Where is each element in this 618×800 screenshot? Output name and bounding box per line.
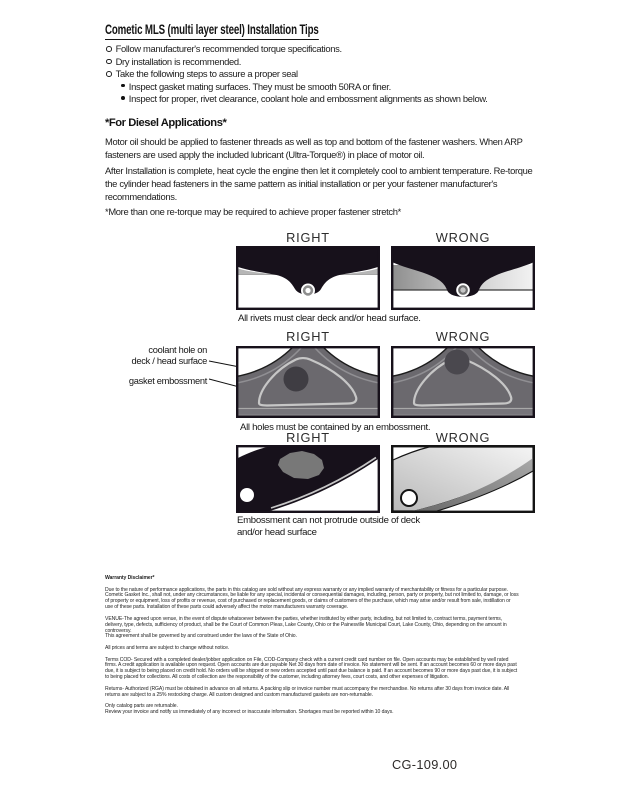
embossment-caption: Embossment can not protrude outside of deck and/or head surface [237, 515, 420, 538]
warranty-paragraph: Returns- Authorized (RGA) must be obtained in advance on all returns. A packing slip or invoice number must accompany the merchandise. No returns after 30 days from invoice date. All returns are subject to a 25% restocking charge. All custom designed and custom manufactured gaskets are non-returnable. [105, 685, 510, 698]
tip-bullet-text: Take the following steps to assure a proper seal [115, 68, 298, 79]
page-title: Cometic MLS (multi layer steel) Installation Tips [105, 22, 319, 40]
open-bullet-icon [106, 71, 112, 77]
retorque-note: *More than one re-torque may be required to achieve proper fastener stretch* [105, 206, 401, 217]
tip-bullet [106, 56, 488, 69]
warranty-paragraph: Only catalog parts are returnable. [105, 703, 178, 710]
tip-bullet-text: Dry installation is recommended. [115, 55, 242, 67]
coolant-hole-right-diagram [236, 346, 380, 418]
figure-rivets-wrong [391, 246, 535, 310]
open-bullet-icon [106, 46, 112, 52]
rivet-clearance-right-diagram [236, 246, 380, 310]
embossment-wrong-diagram [391, 445, 535, 513]
right-label: RIGHT [286, 430, 330, 445]
tip-sub-bullet-text: Inspect gasket mating surfaces. They must be smooth 50RA or finer. [128, 80, 391, 92]
tip-bullet [106, 68, 488, 81]
warranty-paragraph: VENUE-The agreed upon venue, in the event of dispute whatsoever between the parties, whether instituted by either party, including, but not limited to, contract terms, payment terms, delivery, type, defects, sufficiency of product, shall be the Court of Common Pleas, Lake County, Ohio or the Painesville Municipal Court, Lake County, Ohio, depending on the amount in controversy. [105, 615, 507, 634]
warranty-paragraph: Due to the nature of performance applications, the parts in this catalog are sold without any express warranty or any implied warranty of merchantability or fitness for a particular purpose. Cometic Gasket Inc., shall not, under any circumstances, be liable for any special, incidental or consequential damages, including, person, party or property, but not limited to, damage, or loss of property or equipment, loss of profits or revenue, cost of purchased or replacement goods, or claims of customers of the purchase, which may arise and/or result from sale, instillation or use of these parts. Installation of these parts could adversely affect the motor manufacturers warranty coverage. [105, 586, 519, 611]
tip-sub-bullet-text: Inspect for proper, rivet clearance, coolant hole and embossment alignments as shown below. [128, 93, 488, 104]
coolant-hole-wrong-diagram [391, 346, 535, 418]
gasket-embossment-annotation: gasket embossment [128, 376, 207, 386]
wrong-label: WRONG [435, 329, 491, 344]
diesel-paragraph: Motor oil should be applied to fastener threads as well as top and bottom of the fastener washers. When ARP fasteners are used apply the included lubricant (Ultra-Torque®) in place of motor oil. [105, 136, 523, 161]
wrong-label: WRONG [435, 230, 491, 245]
holes-caption: All holes must be contained by an embossment. [240, 422, 431, 433]
embossment-right-diagram [236, 445, 380, 513]
warranty-paragraph: All prices and terms are subject to change without notice. [105, 644, 230, 651]
open-bullet-icon [106, 59, 112, 65]
warranty-paragraph: Review your invoice and notify us immediately of any incorrect or inaccurate information. Shortages must be reported within 10 days. [105, 709, 394, 716]
figure-holes-right [236, 346, 380, 418]
warranty-paragraph: Terms COD- Secured with a completed dealer/jobber application on File, COD-Company check with a current credit card number on file. Open accounts may be established by well rated firms. A credit application is available upon request. Open accounts are due payable Net 30 days from date of invoice. No statement will be sent. If an account becomes 60 or more days past due, it is subject to being placed on credit hold. No orders will be shipped or new orders accepted until past due balance is paid. If an account becomes 90 or more days past due, it is subject to being placed for collections. All costs of collection are the responsibility of the customer, including attorney fees, court costs, and other expenses of litigation. [105, 656, 518, 681]
warranty-block [105, 576, 519, 722]
filled-bullet-icon [121, 96, 125, 100]
tip-sub-bullet [121, 81, 488, 94]
warranty-heading: Warranty Disclaimer* [105, 575, 155, 581]
wrong-label: WRONG [435, 430, 491, 445]
figure-rivets-right [236, 246, 380, 310]
tips-list [106, 43, 488, 106]
filled-bullet-icon [121, 84, 125, 88]
tip-bullet [106, 43, 488, 56]
figure-embossment-wrong [391, 445, 535, 513]
figure-holes-wrong [391, 346, 535, 418]
tip-bullet-text: Follow manufacturer's recommended torque specifications. [115, 43, 342, 54]
rivets-caption: All rivets must clear deck and/or head surface. [238, 313, 421, 324]
coolant-hole-annotation: coolant hole on deck / head surface [131, 345, 207, 366]
rivet-clearance-wrong-diagram [391, 246, 535, 310]
figure-embossment-right [236, 445, 380, 513]
diesel-heading: *For Diesel Applications* [105, 117, 227, 129]
page-code: CG-109.00 [392, 757, 458, 772]
warranty-paragraph: This agreement shall be governed by and construed under the laws of the State of Ohio. [105, 633, 297, 640]
diesel-paragraph: After Installation is complete, heat cycle the engine then let it completely cool to ambient temperature. Re-torque the cylinder head fasteners in the same pattern as initial installation or per your fastener manufacturer's recommendations. [105, 165, 533, 203]
tip-sub-bullet [121, 93, 488, 106]
right-label: RIGHT [286, 329, 330, 344]
right-label: RIGHT [286, 230, 330, 245]
